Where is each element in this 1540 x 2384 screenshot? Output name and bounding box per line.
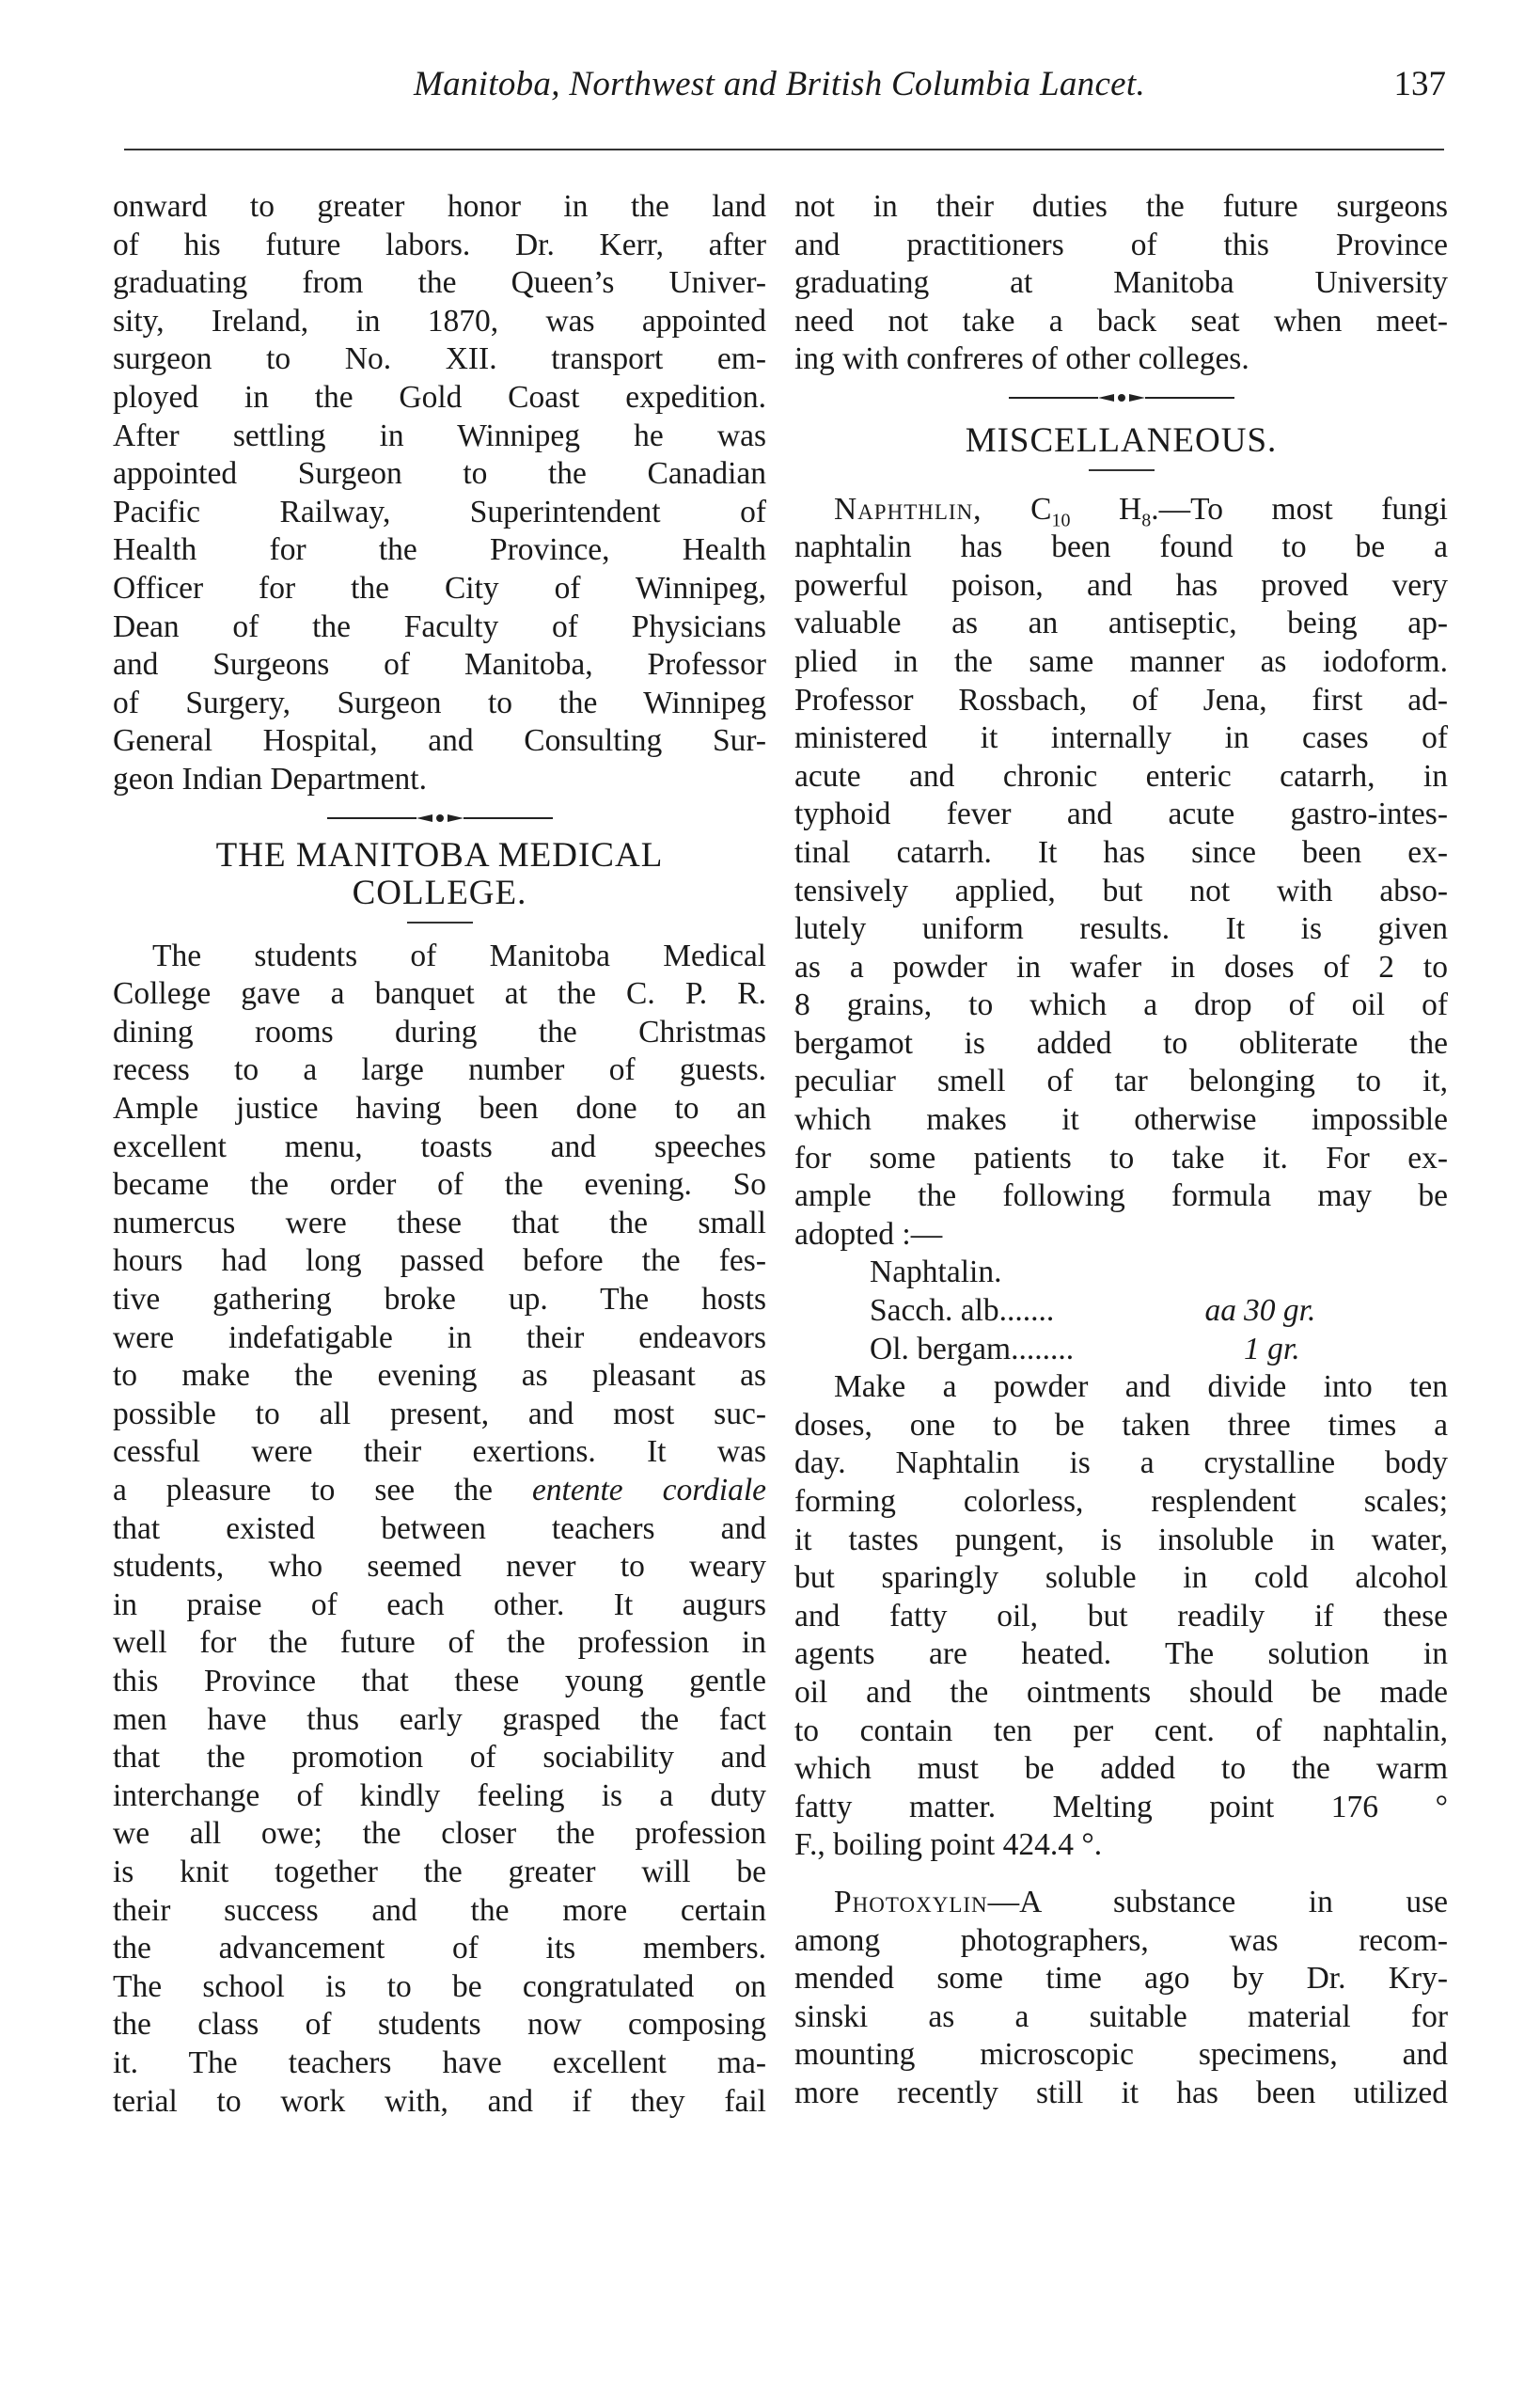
section-heading: THE MANITOBA MEDICAL bbox=[215, 835, 664, 875]
text-line: graduating at Manitoba University bbox=[794, 265, 1448, 301]
text-line: Make a powder and divide into ten bbox=[834, 1369, 1448, 1405]
text-line: were indefatigable in their endeavors bbox=[113, 1319, 766, 1355]
text-line: of his future labors. Dr. Kerr, after bbox=[113, 227, 766, 262]
text-line: for some patients to take it. For ex- bbox=[794, 1140, 1448, 1176]
text-line: bergamot is added to obliterate the bbox=[794, 1025, 1448, 1061]
formula-qty: aa bbox=[1204, 1293, 1236, 1329]
text-line: onward to greater honor in the land bbox=[113, 189, 766, 224]
text-line: but sparingly soluble in cold alcohol bbox=[794, 1560, 1448, 1596]
text-line: which makes it otherwise impossible bbox=[794, 1102, 1448, 1138]
text-line: The students of Manitoba Medical bbox=[152, 938, 766, 973]
text-line: powerful poison, and has proved very bbox=[794, 567, 1448, 603]
formula-amount: 30 gr. bbox=[1244, 1293, 1316, 1329]
college-paragraph bbox=[113, 938, 766, 2121]
text-line: lutely uniform results. It is given bbox=[794, 911, 1448, 947]
text-span: .—To most fungi bbox=[1151, 491, 1448, 527]
formula-row bbox=[794, 1331, 1448, 1369]
text-span: —A substance in use bbox=[987, 1884, 1448, 1919]
formula-qty bbox=[1152, 1254, 1236, 1292]
text-line: Health for the Province, Health bbox=[113, 532, 766, 568]
naphthlin-term: Naphthlin, bbox=[834, 491, 982, 527]
text-line: agents are heated. The solution in bbox=[794, 1636, 1448, 1672]
text-line: that the promotion of sociability and bbox=[113, 1740, 766, 1776]
text-line: to contain ten per cent. of naphtalin, bbox=[794, 1713, 1448, 1748]
text-line: ample the following formula may be bbox=[794, 1178, 1448, 1214]
naphthalin-paragraph bbox=[794, 491, 1448, 1255]
text-line: mounting microscopic specimens, and bbox=[794, 2037, 1448, 2073]
text-line: oil and the ointments should be made bbox=[794, 1674, 1448, 1710]
formula-ingredient: Sacch. alb....... bbox=[870, 1293, 1055, 1329]
text-line: The school is to be congratulated on bbox=[113, 1968, 766, 2004]
text-line: Ample justice having been done to an bbox=[113, 1091, 766, 1127]
heading-underline bbox=[113, 913, 766, 932]
text-line: is knit together the greater will be bbox=[113, 1854, 766, 1889]
text-line: Dean of the Faculty of Physicians bbox=[113, 608, 766, 644]
section-divider-ornament bbox=[113, 799, 766, 837]
text-line: General Hospital, and Consulting Sur- bbox=[113, 723, 766, 759]
formula-qty bbox=[1152, 1331, 1236, 1369]
text-line: ministered it internally in cases of bbox=[794, 720, 1448, 756]
text-span: a pleasure to see the bbox=[113, 1473, 532, 1508]
formula-ingredient: Naphtalin. bbox=[870, 1255, 1002, 1290]
text-line: not in their duties the future surgeons bbox=[794, 189, 1448, 224]
text-line: adopted :— bbox=[794, 1216, 943, 1252]
text-line: excellent menu, toasts and speeches bbox=[113, 1129, 766, 1164]
text-line: 8 grains, to which a drop of oil of bbox=[794, 987, 1448, 1023]
text-line: F., boiling point 424.4 °. bbox=[794, 1827, 1103, 1863]
text-line: tensively applied, but not with abso- bbox=[794, 873, 1448, 908]
formula-amount bbox=[1236, 1254, 1338, 1292]
formula-row bbox=[794, 1292, 1448, 1331]
formula-c-sub: 10 bbox=[1051, 510, 1071, 531]
text-line: this Province that these young gentle bbox=[113, 1663, 766, 1698]
text-line: that existed between teachers and bbox=[113, 1510, 766, 1546]
page-number: 137 bbox=[1393, 65, 1446, 103]
text-line: the advancement of its members. bbox=[113, 1931, 766, 1966]
text-line: ployed in the Gold Coast expedition. bbox=[113, 379, 766, 415]
text-line: doses, one to be taken three times a bbox=[794, 1407, 1448, 1443]
text-line: and Surgeons of Manitoba, Professor bbox=[113, 647, 766, 683]
page-header bbox=[113, 64, 1446, 120]
text-line: sinski as a suitable material for bbox=[794, 1998, 1448, 2034]
text-line: surgeon to No. XII. transport em- bbox=[113, 341, 766, 377]
heading-underline bbox=[794, 461, 1448, 480]
entente-cordiale-italic: entente cordiale bbox=[531, 1473, 766, 1508]
text-line: and fatty oil, but readily if these bbox=[794, 1598, 1448, 1634]
text-line: interchange of kindly feeling is a duty bbox=[113, 1777, 766, 1813]
left-column bbox=[113, 188, 766, 2121]
text-line: valuable as an antiseptic, being ap- bbox=[794, 606, 1448, 641]
text-line bbox=[113, 1472, 766, 1510]
text-line: it. The teachers have excellent ma- bbox=[113, 2045, 766, 2080]
section-heading: MISCELLANEOUS. bbox=[965, 420, 1278, 460]
photoxylin-paragraph bbox=[794, 1884, 1448, 2113]
text-line: well for the future of the profession in bbox=[113, 1625, 766, 1661]
formula-ingredient: Ol. bergam........ bbox=[870, 1331, 1075, 1366]
text-line: dining rooms during the Christmas bbox=[113, 1014, 766, 1050]
text-line: geon Indian Department. bbox=[113, 761, 427, 797]
text-line: and practitioners of this Province bbox=[794, 227, 1448, 262]
text-line: possible to all present, and most suc- bbox=[113, 1396, 766, 1431]
text-line: more recently still it has been utilized bbox=[794, 2075, 1448, 2110]
text-line: the class of students now composing bbox=[113, 2007, 766, 2043]
text-line: typhoid fever and acute gastro-intes- bbox=[794, 797, 1448, 832]
section-heading-continued: COLLEGE. bbox=[352, 874, 527, 913]
text-line: mended some time ago by Dr. Kry- bbox=[794, 1961, 1448, 1997]
text-line: acute and chronic enteric catarrh, in bbox=[794, 758, 1448, 794]
running-title: Manitoba, Northwest and British Columbia Lancet. bbox=[413, 65, 1146, 103]
formula-h-sub: 8 bbox=[1141, 510, 1152, 531]
header-rule bbox=[124, 149, 1444, 150]
text-line: day. Naphtalin is a crystalline body bbox=[794, 1445, 1448, 1481]
text-line: ing with confreres of other colleges. bbox=[794, 341, 1249, 377]
text-line: as a powder in wafer in doses of 2 to bbox=[794, 949, 1448, 985]
text-line: tive gathering broke up. The hosts bbox=[113, 1282, 766, 1318]
photoxylin-term: Photoxylin bbox=[834, 1884, 988, 1919]
text-line: became the order of the evening. So bbox=[113, 1167, 766, 1203]
text-line bbox=[794, 491, 1448, 529]
text-line: tinal catarrh. It has since been ex- bbox=[794, 834, 1448, 870]
text-line: sity, Ireland, in 1870, was appointed bbox=[113, 303, 766, 339]
text-line: cessful were their exertions. It was bbox=[113, 1434, 766, 1470]
text-line: Pacific Railway, Superintendent of bbox=[113, 494, 766, 529]
text-line: of Surgery, Surgeon to the Winnipeg bbox=[113, 685, 766, 720]
text-line: plied in the same manner as iodoform. bbox=[794, 643, 1448, 679]
text-line: among photographers, was recom- bbox=[794, 1922, 1448, 1958]
section-divider-ornament bbox=[794, 379, 1448, 417]
text-line: students, who seemed never to weary bbox=[113, 1549, 766, 1585]
intro-paragraph-right bbox=[794, 188, 1448, 379]
text-line: their success and the more certain bbox=[113, 1892, 766, 1928]
text-line: we all owe; the closer the profession bbox=[113, 1816, 766, 1852]
text-line: recess to a large number of guests. bbox=[113, 1052, 766, 1088]
text-line: hours had long passed before the fes- bbox=[113, 1243, 766, 1279]
text-line: terial to work with, and if they fail bbox=[113, 2083, 766, 2119]
text-line: College gave a banquet at the C. P. R. bbox=[113, 976, 766, 1012]
text-line: in praise of each other. It augurs bbox=[113, 1587, 766, 1622]
text-line: Professor Rossbach, of Jena, first ad- bbox=[794, 682, 1448, 718]
right-column bbox=[794, 188, 1448, 2113]
prescription-formula bbox=[794, 1254, 1448, 1368]
text-line: appointed Surgeon to the Canadian bbox=[113, 456, 766, 492]
formula-amount: 1 gr. bbox=[1244, 1331, 1300, 1366]
formula-c: C bbox=[1030, 491, 1052, 527]
formula-row bbox=[794, 1254, 1448, 1292]
naphthalin-paragraph-continued bbox=[794, 1368, 1448, 1865]
text-line: peculiar smell of tar belonging to it, bbox=[794, 1064, 1448, 1099]
text-line: Officer for the City of Winnipeg, bbox=[113, 570, 766, 606]
text-line: After settling in Winnipeg he was bbox=[113, 418, 766, 453]
text-line: it tastes pungent, is insoluble in water, bbox=[794, 1522, 1448, 1557]
text-line: naphtalin has been found to be a bbox=[794, 529, 1448, 565]
text-line: which must be added to the warm bbox=[794, 1751, 1448, 1787]
text-line bbox=[794, 1884, 1448, 1922]
text-line: numercus were these that the small bbox=[113, 1205, 766, 1240]
text-line: forming colorless, resplendent scales; bbox=[794, 1484, 1448, 1519]
intro-paragraph bbox=[113, 188, 766, 799]
text-line: to make the evening as pleasant as bbox=[113, 1358, 766, 1394]
formula-h: H bbox=[1119, 491, 1142, 527]
text-line: graduating from the Queen’s Univer- bbox=[113, 265, 766, 301]
text-line: need not take a back seat when meet- bbox=[794, 303, 1448, 339]
text-line: fatty matter. Melting point 176 ° bbox=[794, 1789, 1448, 1824]
text-line: men have thus early grasped the fact bbox=[113, 1701, 766, 1737]
